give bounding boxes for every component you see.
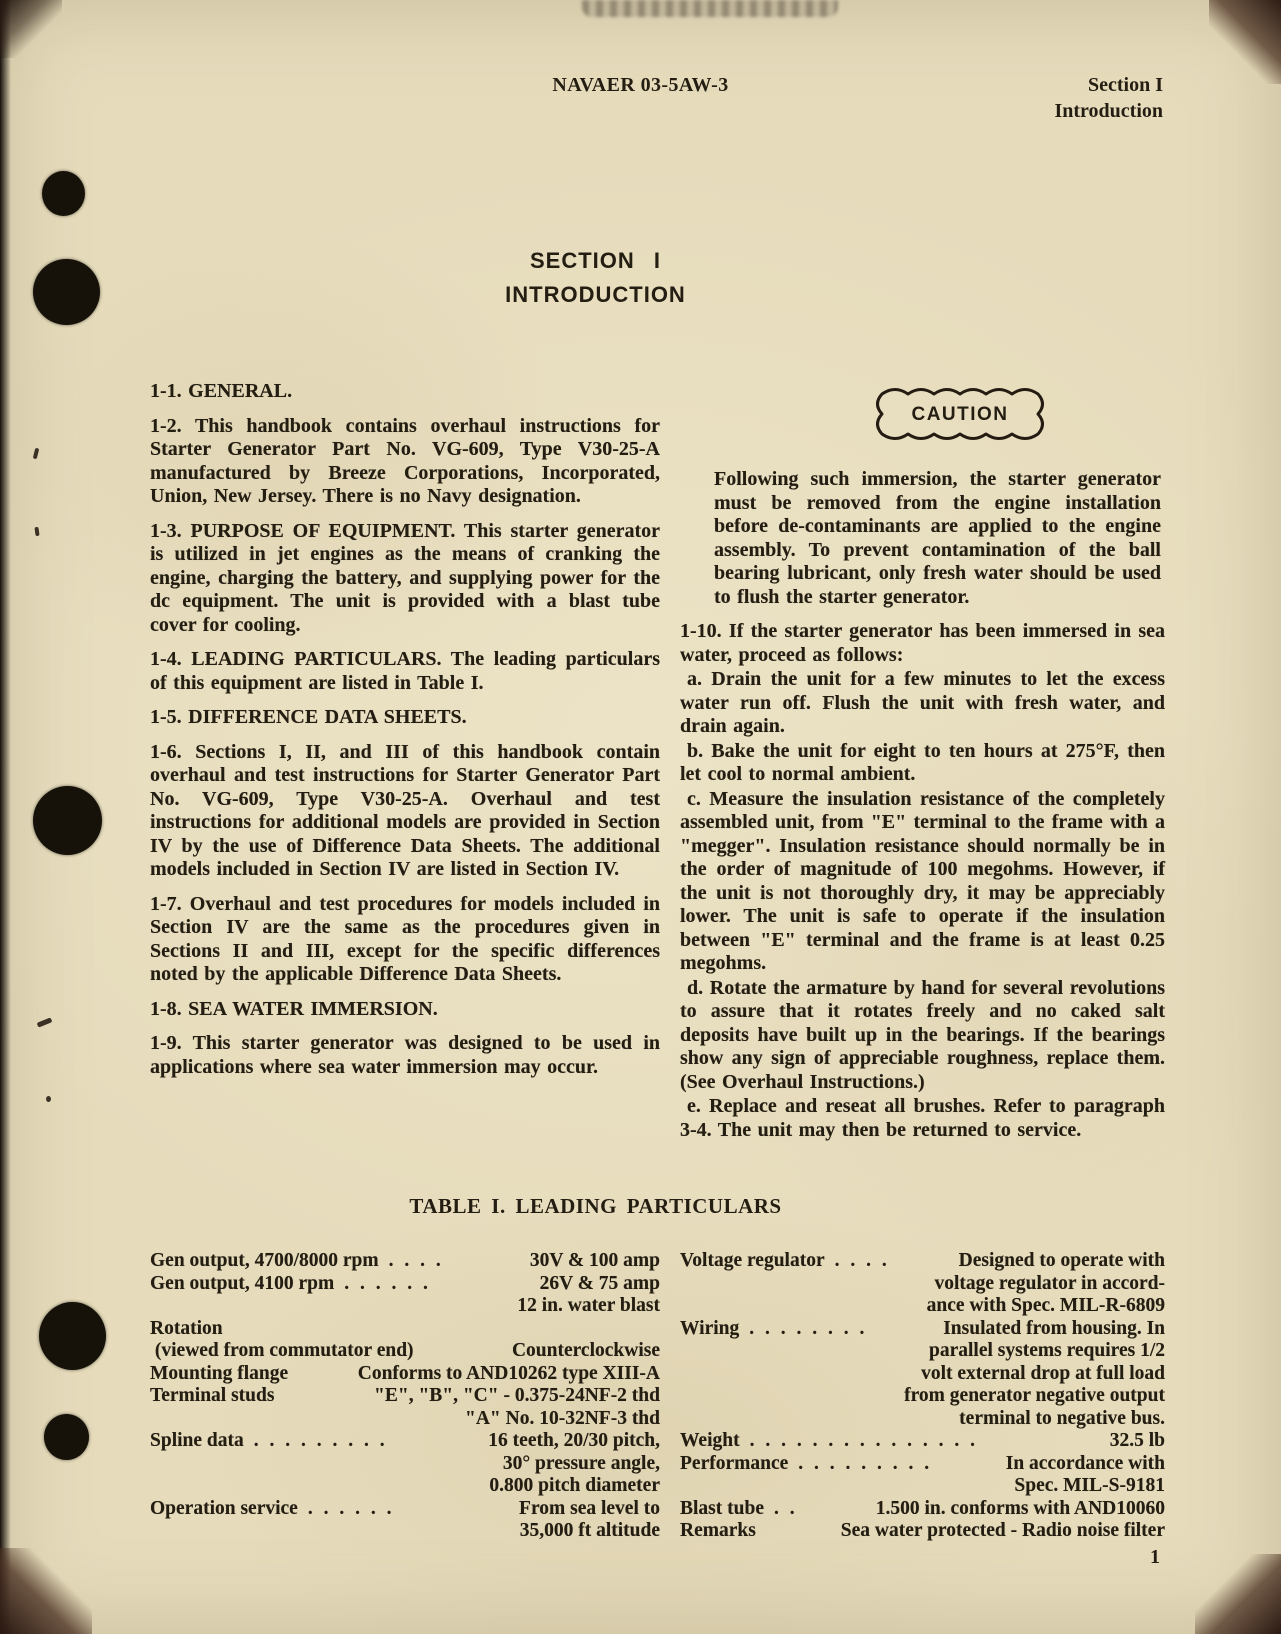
paragraph: 1-7. Overhaul and test procedures for models included in Section IV are the same as the procedures given in Sections II and III, except for the specific differences noted by the applicable Difference Data Sheets.: [150, 892, 660, 985]
table-row: [150, 1498, 660, 1521]
table-row: [680, 1295, 1165, 1318]
table-row-leader-dots: . . . . . . . . .: [798, 1452, 933, 1474]
table-row-value: voltage regulator in accord-: [934, 1272, 1165, 1294]
table-row: [150, 1273, 660, 1296]
table-row-leader-dots: . . . . . . . . . . . . . . .: [749, 1430, 978, 1451]
paragraph: 1-4. LEADING PARTICULARS. The leading particulars of this equipment are listed in Table I.: [150, 648, 660, 694]
table-row-leader-dots: . . . . . . . . .: [253, 1430, 388, 1451]
table-row-value: Insulated from housing. In: [943, 1317, 1165, 1339]
body-columns: [150, 368, 1165, 1143]
table-row-leader-dots: . . . . . .: [344, 1272, 431, 1294]
paragraph: 1-10. If the starter generator has been immersed in sea water, proceed as follows:: [680, 620, 1165, 666]
table-row-label: Rotation: [150, 1317, 223, 1339]
table-row-value: 30° pressure angle,: [502, 1452, 660, 1474]
scan-noise-smudge: [582, 0, 838, 17]
table-row-leader-dots: . . . .: [834, 1250, 890, 1271]
paragraph: 1-9. This starter generator was designed to be used in applications where sea water immersion may occur.: [150, 1032, 660, 1078]
paragraph: 1-8. SEA WATER IMMERSION.: [150, 997, 438, 1020]
paragraph: 1-5. DIFFERENCE DATA SHEETS.: [150, 706, 467, 728]
table-row-value: terminal to negative bus.: [959, 1407, 1165, 1429]
page-number: 1: [1150, 1546, 1160, 1568]
table-right-column: [680, 1250, 1165, 1543]
table-row-label: Terminal studs: [150, 1385, 275, 1406]
table-row-value: 12 in. water blast: [517, 1295, 660, 1316]
scan-corner-shadow: [0, 0, 62, 58]
left-column: [150, 380, 660, 1090]
table-row-value: 26V & 75 amp: [539, 1272, 660, 1294]
table-row: [680, 1475, 1165, 1498]
table-row: [150, 1453, 660, 1476]
right-column: [680, 368, 1165, 1143]
caution-label: CAUTION: [911, 404, 1009, 425]
table-row-leader-dots: . . . .: [388, 1250, 444, 1271]
table-row-label: Mounting flange: [150, 1362, 289, 1384]
table-row: [150, 1385, 660, 1408]
paragraph: 1-6. Sections I, II, and III of this handbook contain overhaul and test instructions for Starter Generator Part No. VG-609, Type V30-25-A. Overhaul and test instructions for additional models are provided in Section IV by the use of Difference Data Sheets. The additional models included in Section IV are listed in Section IV.: [150, 740, 660, 880]
table-row-value: parallel systems requires 1/2: [929, 1340, 1165, 1361]
table-row: [680, 1408, 1165, 1431]
section-subtitle: INTRODUCTION: [505, 282, 686, 307]
table-row-value: 1.500 in. conforms with AND10060: [875, 1497, 1165, 1519]
table-row: [150, 1520, 660, 1543]
ink-speck: [33, 448, 40, 460]
leading-particulars-table: [150, 1250, 1165, 1543]
table-title: TABLE I. LEADING PARTICULARS: [409, 1194, 782, 1218]
hole-punch-mark: [42, 171, 85, 216]
hole-punch-mark: [39, 1302, 106, 1370]
table-row-label: Wiring: [680, 1317, 740, 1339]
paragraph: d. Rotate the armature by hand for several revolutions to assure that it rotates freely and no caked salt deposits have built up in the bearings. If the bearings show any sign of appreciable roughness, replace them. (See Overhaul Instructions.): [680, 976, 1165, 1093]
table-row: [680, 1385, 1165, 1408]
paragraph: b. Bake the unit for eight to ten hours at 275°F, then let cool to normal ambient.: [680, 739, 1165, 785]
table-row-leader-dots: . .: [773, 1497, 798, 1519]
ink-speck: [46, 1096, 51, 1102]
table-row-value: volt external drop at full load: [921, 1362, 1165, 1384]
doc-number: NAVAER 03-5AW-3: [552, 74, 729, 96]
table-row: [150, 1363, 660, 1386]
paragraph: c. Measure the insulation resistance of the completely assembled unit, from "E" terminal to the frame with a "megger". Insulation resistance should normally be in the order of magnitude of 100 megohms. However, if the unit is not thoroughly dry, it may be appreciably lower. The unit is safe to operate if the insulation between "E" terminal and the frame is at least 0.25 megohms.: [680, 787, 1165, 974]
table-row-label: Spline data: [150, 1430, 244, 1451]
table-row-value: from generator negative output: [904, 1385, 1165, 1406]
table-row: [680, 1430, 1165, 1453]
table-row: [150, 1340, 660, 1363]
paragraph: 1-3. PURPOSE OF EQUIPMENT. This starter generator is utilized in jet engines as the means of cranking the engine, charging the battery, and supplying power for the dc equipment. The unit is provided with a blast tube cover for cooling.: [150, 519, 660, 636]
table-row: [680, 1498, 1165, 1521]
header-section-label: Section I: [1088, 74, 1163, 96]
table-row-label: Voltage regulator: [680, 1250, 825, 1271]
table-row: [150, 1475, 660, 1498]
hole-punch-mark: [44, 1414, 89, 1460]
table-row-label: (viewed from commutator end): [150, 1340, 414, 1361]
caution-box: [872, 382, 1048, 446]
paragraph: e. Replace and reseat all brushes. Refer to paragraph 3-4. The unit may then be returned to service.: [680, 1095, 1165, 1141]
header-section-block: [1054, 72, 1163, 124]
table-row-value: Conforms to AND10262 type XIII-A: [357, 1362, 660, 1384]
table-row-label: Performance: [680, 1452, 789, 1474]
table-row-value: 35,000 ft altitude: [519, 1520, 660, 1541]
table-row-value: Designed to operate with: [958, 1250, 1165, 1271]
table-row-leader-dots: . . . . . . . .: [749, 1317, 868, 1339]
paragraph: 1-2. This handbook contains overhaul instructions for Starter Generator Part No. VG-609, Type V30-25-A manufactured by Breeze Corporations, Incorporated, Union, New Jersey. There is no Navy designation.: [150, 414, 660, 507]
table-row-value: "A" No. 10-32NF-3 thd: [465, 1407, 660, 1429]
table-row-value: 32.5 lb: [1109, 1430, 1165, 1451]
table-row-value: Counterclockwise: [511, 1340, 660, 1361]
table-row: [680, 1363, 1165, 1386]
section-heading: [0, 244, 1191, 312]
table-row: [150, 1318, 660, 1341]
ink-speck: [37, 1017, 53, 1027]
table-row: [680, 1273, 1165, 1296]
table-row: [150, 1250, 660, 1273]
table-row-label: Weight: [680, 1430, 740, 1451]
paragraph: a. Drain the unit for a few minutes to let the excess water run off. Flush the unit with fresh water, and drain again.: [680, 668, 1165, 737]
table-row-value: 30V & 100 amp: [529, 1250, 660, 1271]
table-row-leader-dots: . . . . . .: [307, 1497, 395, 1519]
hole-punch-mark: [33, 786, 102, 855]
table-row-value: "E", "B", "C" - 0.375-24NF-2 thd: [374, 1385, 660, 1406]
table-row-value: 0.800 pitch diameter: [489, 1475, 660, 1496]
ink-speck: [34, 527, 39, 536]
header-section-sublabel: Introduction: [1054, 100, 1163, 122]
table-row: [150, 1295, 660, 1318]
paragraph: 1-1. GENERAL.: [150, 380, 293, 402]
table-left-column: [150, 1250, 660, 1543]
table-row: [680, 1453, 1165, 1476]
table-row-value: From sea level to: [519, 1497, 660, 1519]
scan-corner-shadow: [1209, 0, 1281, 84]
table-row: [680, 1520, 1165, 1543]
caution-text: Following such immersion, the starter generator must be removed from the engine installation before de-contaminants are applied to the engine assembly. To prevent contamination of the ball bearing lubricant, only fresh water should be used to flush the starter generator.: [714, 468, 1161, 608]
table-row-label: Blast tube: [680, 1497, 764, 1519]
table-row: [680, 1340, 1165, 1363]
table-row-label: Remarks: [680, 1520, 756, 1541]
table-row-label: Gen output, 4100 rpm: [150, 1272, 335, 1294]
table-row: [680, 1250, 1165, 1273]
table-row-value: Sea water protected - Radio noise filter: [840, 1520, 1165, 1541]
table-row: [150, 1408, 660, 1431]
right-column-paragraphs: [680, 620, 1165, 1142]
table-row: [150, 1430, 660, 1453]
scan-corner-shadow: [0, 1548, 92, 1634]
table-row-value: ance with Spec. MIL-R-6809: [926, 1295, 1165, 1316]
table-row: [680, 1318, 1165, 1341]
section-title: SECTION I: [529, 248, 661, 273]
table-row-label: Operation service: [150, 1497, 298, 1519]
table-row-value: In accordance with: [1005, 1452, 1165, 1474]
scan-corner-shadow: [1195, 1554, 1281, 1634]
table-row-value: 16 teeth, 20/30 pitch,: [488, 1430, 660, 1451]
table-row-label: Gen output, 4700/8000 rpm: [150, 1250, 379, 1271]
table-row-value: Spec. MIL-S-9181: [1014, 1475, 1165, 1496]
